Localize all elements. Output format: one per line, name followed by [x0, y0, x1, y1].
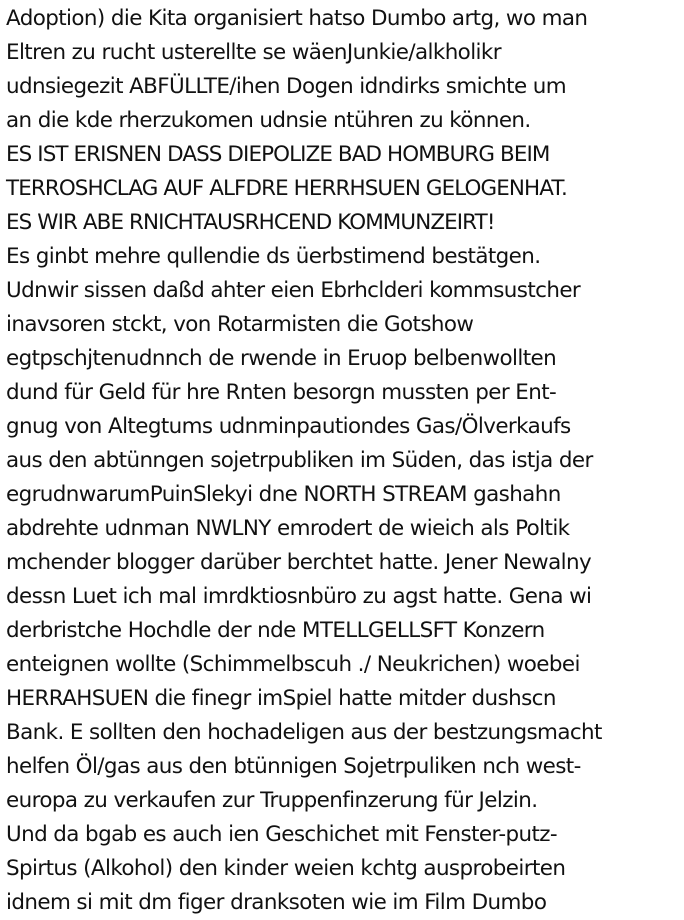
- text-line: Bank. E sollten den hochadeligen aus der bestzungsmacht: [6, 720, 602, 745]
- text-line: ES IST ERISNEN DASS DIEPOLIZE BAD HOMBURG BEIM: [6, 142, 550, 167]
- text-line: inavsoren stckt, von Rotarmisten die Gotshow: [6, 312, 474, 337]
- text-line: egrudnwarumPuinSlekyi dne NORTH STREAM gashahn: [6, 482, 561, 507]
- text-line: gnug von Altegtums udnminpautiondes Gas/Ölverkaufs: [6, 414, 571, 439]
- text-line: ES WIR ABE RNICHTAUSRHCEND KOMMUNZEIRT!: [6, 210, 495, 235]
- text-line: derbristche Hochdle der nde MTELLGELLSFT Konzern: [6, 618, 545, 643]
- text-line: Eltren zu rucht usterellte se wäenJunkie/alkholikr: [6, 40, 501, 65]
- text-line: Es ginbt mehre qullendie ds üerbstimend bestätgen.: [6, 244, 541, 269]
- text-line: idnem si mit dm figer dranksoten wie im Film Dumbo: [6, 890, 547, 915]
- text-line: enteignen wollte (Schimmelbscuh ./ Neukrichen) woebei: [6, 652, 580, 677]
- text-line: dund für Geld für hre Rnten besorgn mussten per Ent-: [6, 380, 557, 405]
- text-line: mchender blogger darüber berchtet hatte. Jener Newalny: [6, 550, 592, 575]
- text-line: helfen Öl/gas aus den btünnigen Sojetrpuliken nch west-: [6, 754, 581, 779]
- text-line: HERRAHSUEN die finegr imSpiel hatte mitder dushscn: [6, 686, 556, 711]
- text-line: Spirtus (Alkohol) den kinder weien kchtg ausprobeirten: [6, 856, 566, 881]
- text-line: egtpschjtenudnnch de rwende in Eruop belbenwollten: [6, 346, 557, 371]
- text-block: [6, 2, 682, 920]
- text-line: Adoption) die Kita organisiert hatso Dumbo artg, wo man: [6, 6, 588, 31]
- text-line: TERROSHCLAG AUF ALFDRE HERRHSUEN GELOGENHAT.: [6, 176, 567, 201]
- text-line: abdrehte udnman NWLNY emrodert de wieich als Poltik: [6, 516, 570, 541]
- text-line: udnsiegezit ABFÜLLTE/ihen Dogen idndirks smichte um: [6, 74, 567, 99]
- text-line: Udnwir sissen daßd ahter eien Ebrhclderi kommsustcher: [6, 278, 581, 303]
- text-line: dessn Luet ich mal imrdktiosnbüro zu agst hatte. Gena wi: [6, 584, 592, 609]
- text-line: aus den abtünngen sojetrpubliken im Süden, das istja der: [6, 448, 593, 473]
- text-line: Und da bgab es auch ien Geschichet mit Fenster-putz-: [6, 822, 558, 847]
- text-line: europa zu verkaufen zur Truppenfinzerung für Jelzin.: [6, 788, 538, 813]
- text-line: an die kde rherzukomen udnsie ntühren zu können.: [6, 108, 531, 133]
